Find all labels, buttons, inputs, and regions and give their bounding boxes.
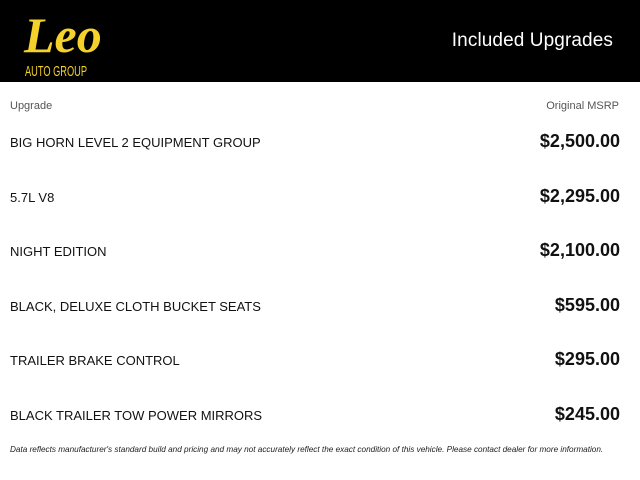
upgrade-name: NIGHT EDITION — [10, 244, 107, 259]
header-bar — [0, 0, 640, 82]
upgrade-name: 5.7L V8 — [10, 189, 55, 205]
upgrade-name: BLACK TRAILER TOW POWER MIRRORS — [10, 407, 263, 423]
upgrade-price: $595.00 — [554, 294, 620, 315]
upgrade-price: $2,295.00 — [539, 185, 620, 206]
upgrade-price: $295.00 — [554, 349, 620, 369]
logo-graphic — [20, 2, 100, 80]
logo-script-text: Leo — [24, 7, 102, 63]
column-header-msrp: Original MSRP — [546, 100, 619, 112]
logo-subtext: AUTO GROUP — [25, 63, 87, 80]
list-item — [0, 170, 640, 225]
list-item — [0, 224, 640, 279]
page-title: Included Upgrades — [451, 30, 613, 51]
list-item — [0, 333, 640, 388]
list-item — [0, 388, 640, 443]
upgrade-price: $2,100.00 — [539, 240, 620, 260]
leo-auto-group-logo — [20, 2, 100, 80]
disclaimer-text: Data reflects manufacturer's standard build and pricing and may not accurately reflect the exact condition of this vehicle. Please contact dealer for more information. — [10, 445, 604, 454]
upgrade-price: $245.00 — [554, 403, 620, 424]
list-item — [0, 279, 640, 334]
upgrade-name: BLACK, DELUXE CLOTH BUCKET SEATS — [10, 298, 261, 314]
upgrade-price: $2,500.00 — [539, 131, 620, 151]
upgrades-list — [0, 115, 640, 442]
column-header-upgrade: Upgrade — [10, 100, 53, 112]
upgrade-name: TRAILER BRAKE CONTROL — [10, 353, 180, 368]
list-item — [0, 115, 640, 170]
upgrade-name: BIG HORN LEVEL 2 EQUIPMENT GROUP — [10, 135, 261, 150]
